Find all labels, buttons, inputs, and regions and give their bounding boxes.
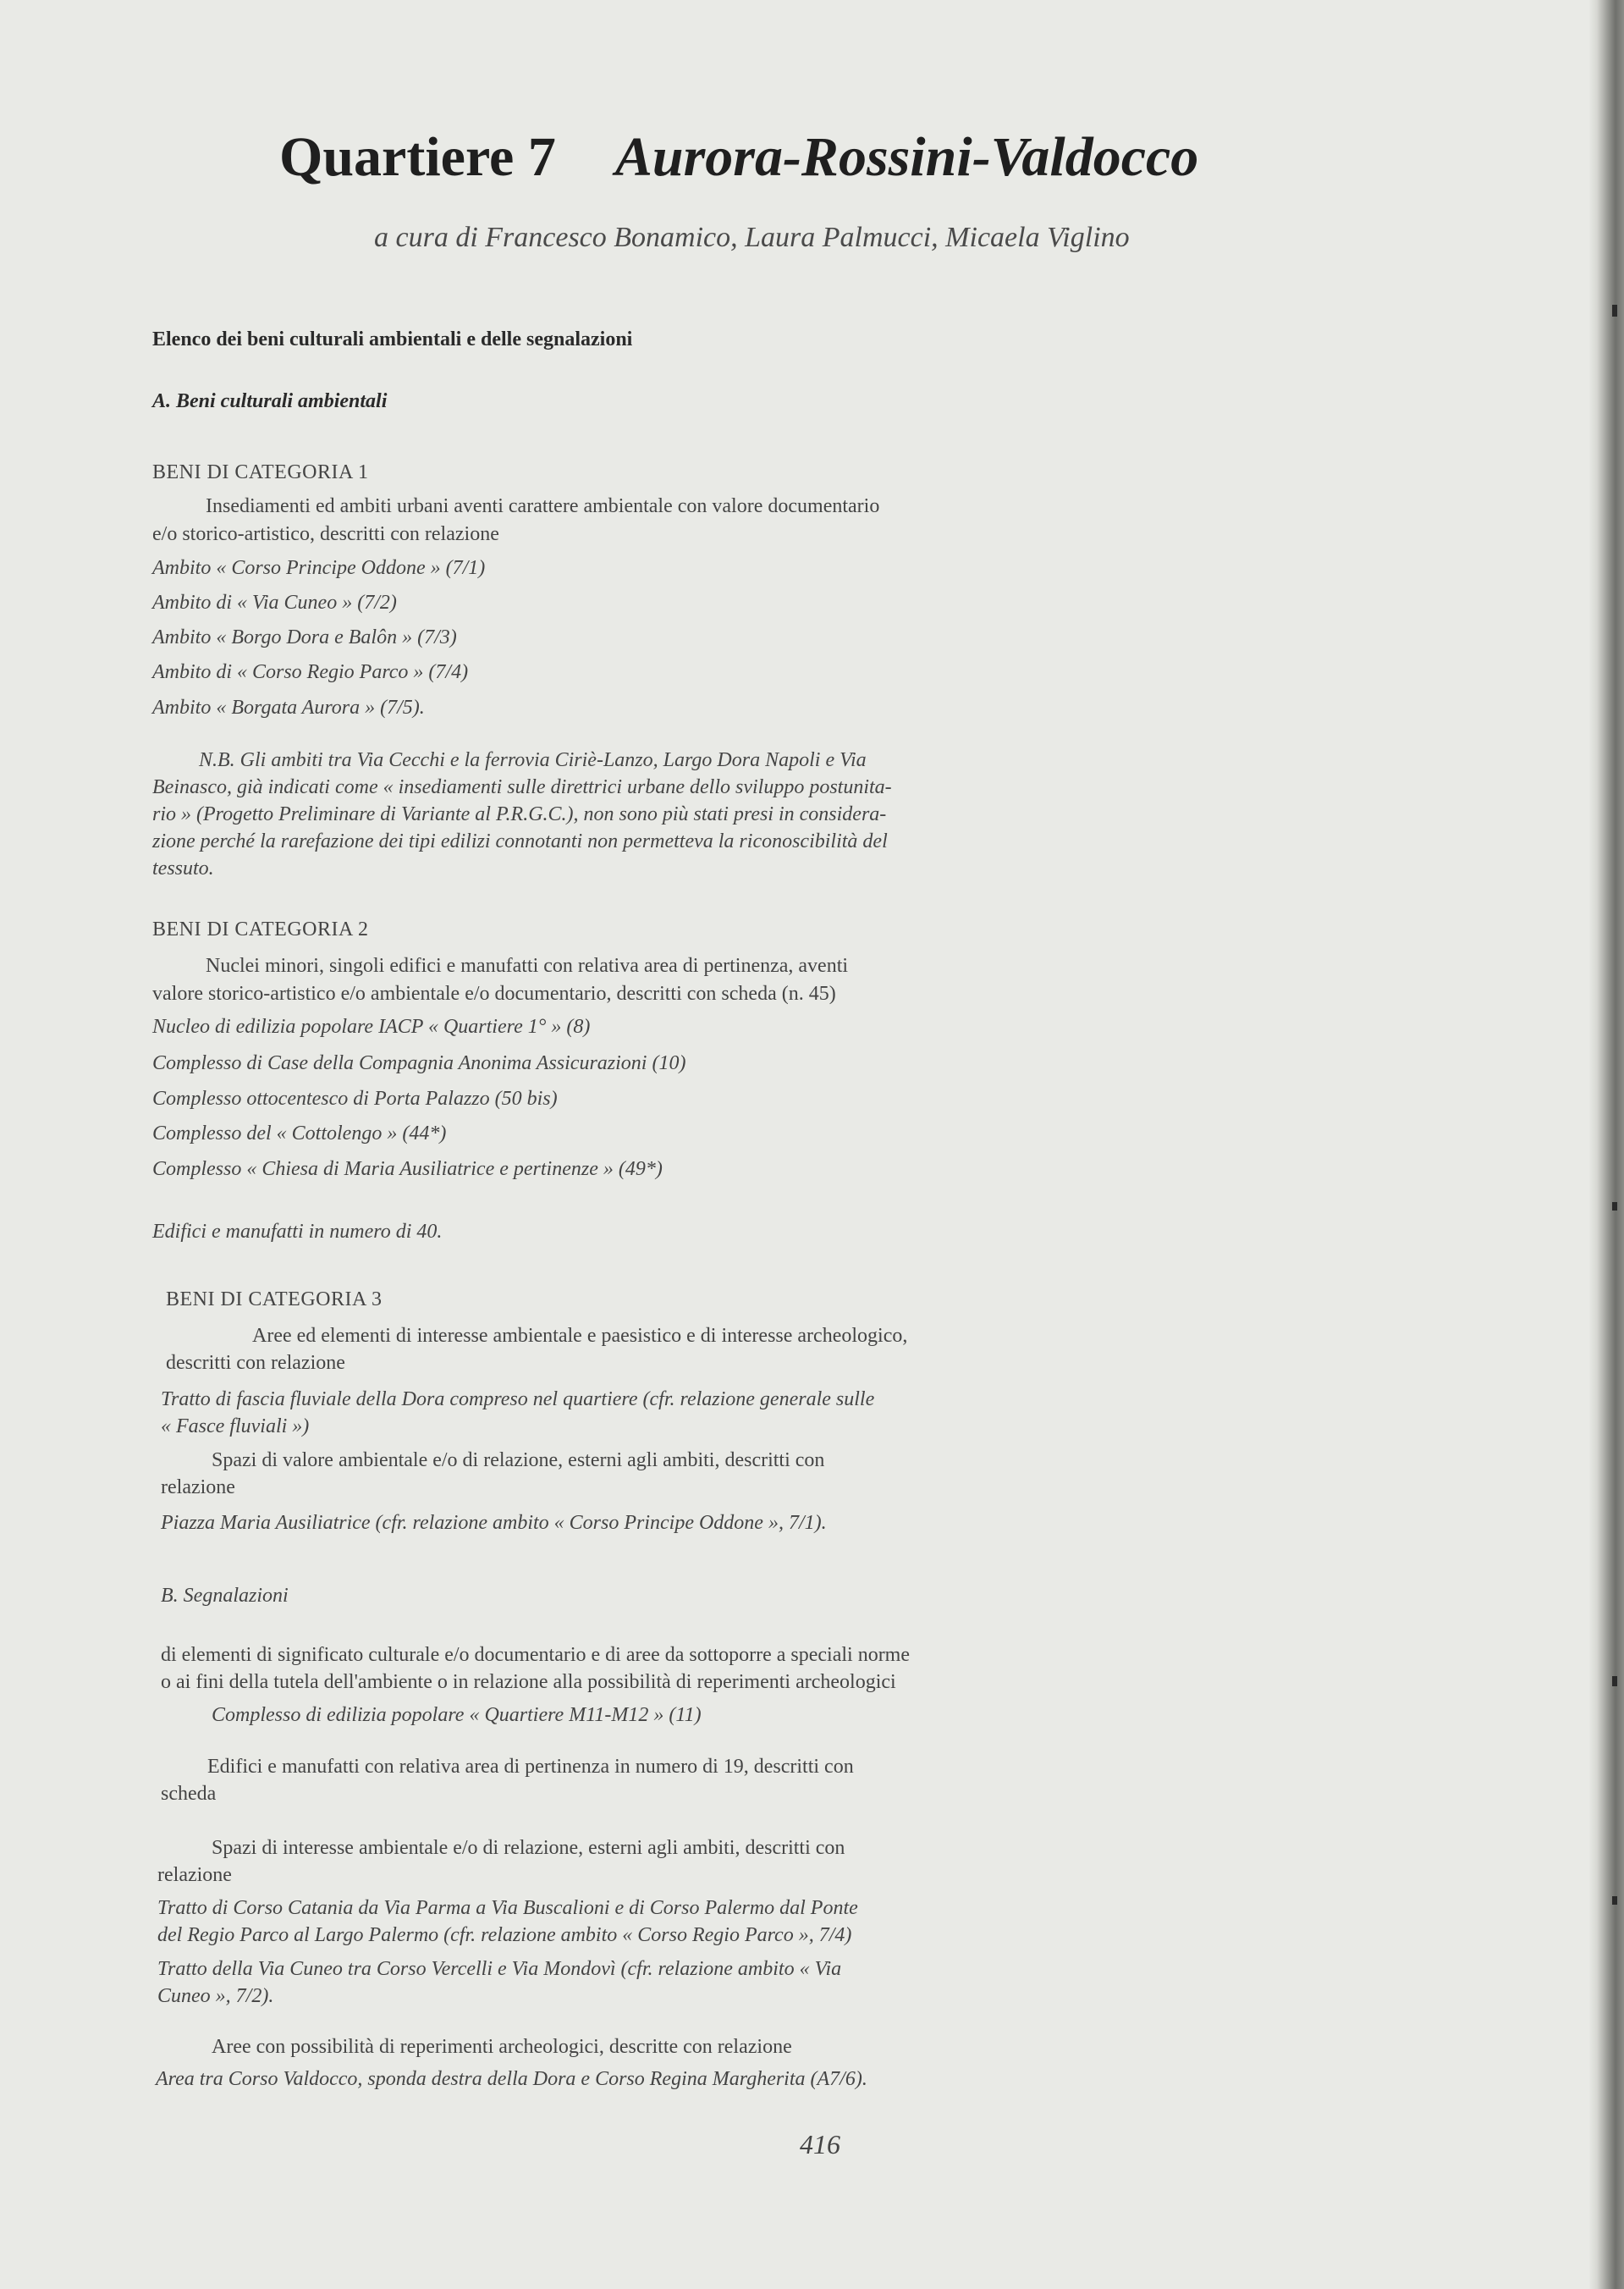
section-b-intro-line: o ai fini della tutela dell'ambiente o in relazione alla possibilità di reperimenti archeologici xyxy=(161,1671,896,1693)
cat3-heading: BENI DI CATEGORIA 3 xyxy=(166,1288,383,1310)
section-b-item-line: Cuneo », 7/2). xyxy=(157,1985,274,2007)
cat1-note-line: N.B. Gli ambiti tra Via Cecchi e la ferrovia Ciriè-Lanzo, Largo Dora Napoli e Via xyxy=(199,749,867,771)
cat3-desc-line: Spazi di valore ambientale e/o di relazione, esterni agli ambiti, descritti con xyxy=(212,1449,825,1471)
section-b-item-line: del Regio Parco al Largo Palermo (cfr. relazione ambito « Corso Regio Parco », 7/4) xyxy=(157,1924,852,1946)
cat2-item: Complesso ottocentesco di Porta Palazzo (50 bis) xyxy=(152,1088,558,1110)
cat1-item: Ambito di « Via Cuneo » (7/2) xyxy=(152,592,397,614)
list-heading: Elenco dei beni culturali ambientali e delle segnalazioni xyxy=(152,328,633,350)
section-b-para-line: relazione xyxy=(157,1864,232,1886)
binding-edge xyxy=(1588,0,1624,2289)
title-sub: Aurora-Rossini-Valdocco xyxy=(614,126,1199,188)
page-number: 416 xyxy=(800,2129,840,2159)
cat3-desc-line: relazione xyxy=(161,1476,235,1498)
section-b-intro-line: di elementi di significato culturale e/o documentario e di aree da sottoporre a speciali norme xyxy=(161,1644,910,1666)
curators: a cura di Francesco Bonamico, Laura Palmucci, Micaela Viglino xyxy=(374,222,1130,253)
cat3-item: Piazza Maria Ausiliatrice (cfr. relazione ambito « Corso Principe Oddone », 7/1). xyxy=(161,1512,827,1534)
cat2-item: Complesso del « Cottolengo » (44*) xyxy=(152,1122,447,1144)
section-b-para: Aree con possibilità di reperimenti archeologici, descritte con relazione xyxy=(212,2036,792,2058)
cat3-desc-line: descritti con relazione xyxy=(166,1352,345,1374)
section-b-item-line: Tratto della Via Cuneo tra Corso Vercelli e Via Mondovì (cfr. relazione ambito « Via xyxy=(157,1958,842,1980)
cat1-note-line: tessuto. xyxy=(152,858,214,880)
section-b-item: Area tra Corso Valdocco, sponda destra della Dora e Corso Regina Margherita (A7/6). xyxy=(156,2068,867,2090)
cat1-note-line: zione perché la rarefazione dei tipi edilizi connotanti non permetteva la riconoscibilità del xyxy=(152,830,888,852)
cat3-item-line: « Fasce fluviali ») xyxy=(161,1415,310,1437)
cat2-heading: BENI DI CATEGORIA 2 xyxy=(152,918,369,940)
section-b-heading: B. Segnalazioni xyxy=(161,1585,289,1607)
cat2-desc-line: valore storico-artistico e/o ambientale e/o documentario, descritti con scheda (n. 45) xyxy=(152,983,836,1005)
cat1-item: Ambito « Borgo Dora e Balôn » (7/3) xyxy=(152,626,457,648)
edge-mark xyxy=(1612,1896,1617,1905)
section-b-item: Complesso di edilizia popolare « Quartiere M11-M12 » (11) xyxy=(212,1704,702,1726)
cat3-desc-line: Aree ed elementi di interesse ambientale e paesistico e di interesse archeologico, xyxy=(252,1325,908,1347)
section-b-item-line: Tratto di Corso Catania da Via Parma a Via Buscalioni e di Corso Palermo dal Ponte xyxy=(157,1897,858,1919)
page-title xyxy=(279,125,1413,190)
section-b-para-line: scheda xyxy=(161,1783,217,1805)
cat1-desc-line: e/o storico-artistico, descritti con relazione xyxy=(152,523,499,545)
edge-mark xyxy=(1612,305,1617,317)
section-a-heading: A. Beni culturali ambientali xyxy=(152,390,388,412)
section-b-para-line: Spazi di interesse ambientale e/o di relazione, esterni agli ambiti, descritti con xyxy=(212,1837,845,1859)
cat1-desc-line: Insediamenti ed ambiti urbani aventi carattere ambientale con valore documentario xyxy=(206,495,880,517)
cat1-item: Ambito « Borgata Aurora » (7/5). xyxy=(152,697,425,719)
cat2-item: Nucleo di edilizia popolare IACP « Quartiere 1° » (8) xyxy=(152,1016,591,1038)
cat1-heading: BENI DI CATEGORIA 1 xyxy=(152,461,369,483)
section-b-para-line: Edifici e manufatti con relativa area di pertinenza in numero di 19, descritti con xyxy=(207,1756,854,1778)
cat2-item: Complesso di Case della Compagnia Anonima Assicurazioni (10) xyxy=(152,1052,686,1074)
cat2-extra: Edifici e manufatti in numero di 40. xyxy=(152,1221,443,1243)
edge-mark xyxy=(1612,1676,1617,1686)
edge-mark xyxy=(1612,1202,1617,1211)
cat2-item: Complesso « Chiesa di Maria Ausiliatrice e pertinenze » (49*) xyxy=(152,1158,663,1180)
cat1-item: Ambito di « Corso Regio Parco » (7/4) xyxy=(152,661,469,683)
title-main: Quartiere 7 xyxy=(279,126,556,188)
cat3-item-line: Tratto di fascia fluviale della Dora compreso nel quartiere (cfr. relazione generale sulle xyxy=(161,1388,875,1410)
cat1-note-line: Beinasco, già indicati come « insediamenti sulle direttrici urbane dello sviluppo postunita- xyxy=(152,776,892,798)
cat1-note-line: rio » (Progetto Preliminare di Variante al P.R.G.C.), non sono più stati presi in considera- xyxy=(152,803,887,825)
cat1-item: Ambito « Corso Principe Oddone » (7/1) xyxy=(152,557,486,579)
cat2-desc-line: Nuclei minori, singoli edifici e manufatti con relativa area di pertinenza, aventi xyxy=(206,955,849,977)
